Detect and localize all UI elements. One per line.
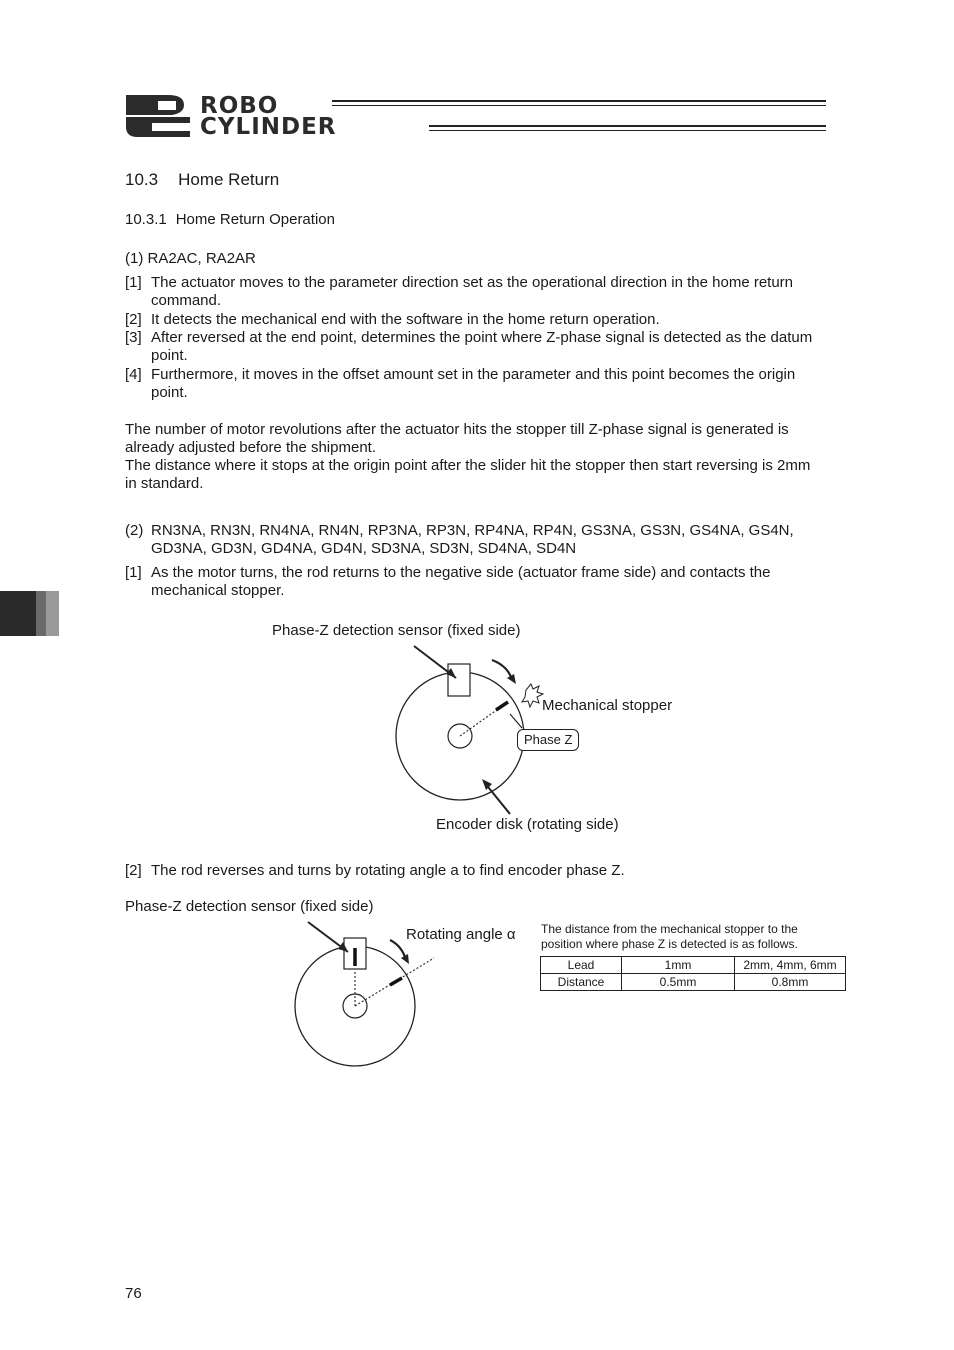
part1-paragraph-2: The distance where it stops at the origin point after the slider hit the stopper then start reversing is 2mm in standard. <box>125 457 811 493</box>
phase-z-tag-label: Phase Z <box>524 732 573 747</box>
logo-text-robo: ROBO <box>200 93 279 119</box>
part1-paragraph-1: The number of motor revolutions after the actuator hits the stopper till Z-phase signal is generated is already adjusted before the shipment. <box>125 421 789 457</box>
step-number: [1] <box>125 274 142 291</box>
section-heading <box>125 170 279 190</box>
figure1-sensor-label: Phase-Z detection sensor (fixed side) <box>272 622 521 639</box>
table-cell: Distance <box>541 974 622 991</box>
logo-text-cylinder: CYLINDER <box>200 114 337 140</box>
table-cell: 1mm <box>622 957 735 974</box>
section-title: Home Return <box>178 170 280 189</box>
header-rule-bottom-1 <box>429 125 826 127</box>
table-header-row <box>541 957 846 974</box>
step-text: Furthermore, it moves in the offset amount set in the parameter and this point becomes the origin point. <box>151 366 796 402</box>
page-number: 76 <box>125 1285 142 1302</box>
figure1-disk-label: Encoder disk (rotating side) <box>436 816 619 833</box>
subsection-number: 10.3.1 <box>125 211 167 228</box>
chapter-tab <box>0 591 59 636</box>
subsection-title: Home Return Operation <box>175 211 335 228</box>
header-rule-bottom-2 <box>429 130 826 131</box>
figure2-sensor-label: Phase-Z detection sensor (fixed side) <box>125 898 374 915</box>
step-text: The rod reverses and turns by rotating angle a to find encoder phase Z. <box>151 862 625 879</box>
step-text: As the motor turns, the rod returns to the negative side (actuator frame side) and contacts the mechanical stopper. <box>151 564 771 600</box>
figure1-encoder-diagram <box>390 640 620 830</box>
step-number: [3] <box>125 329 142 346</box>
step-number: [2] <box>125 311 142 328</box>
table-cell: 0.8mm <box>735 974 846 991</box>
table-cell: 2mm, 4mm, 6mm <box>735 957 846 974</box>
step-text: After reversed at the end point, determines the point where Z-phase signal is detected as the datum point. <box>151 329 813 365</box>
subsection-heading <box>125 211 335 229</box>
figure2-angle-label: Rotating angle α <box>406 926 516 943</box>
part1-heading: (1) RA2AC, RA2AR <box>125 250 256 267</box>
header-rule-top-2 <box>332 105 826 106</box>
step-number: [1] <box>125 564 142 581</box>
phase-z-mark <box>496 702 508 710</box>
table-row <box>541 974 846 991</box>
table-cell: Lead <box>541 957 622 974</box>
figure1-stopper-label: Mechanical stopper <box>542 697 673 714</box>
section-number: 10.3 <box>125 170 159 189</box>
figure1-phase-z-tag <box>517 729 579 751</box>
step-number: [4] <box>125 366 142 383</box>
step-text: It detects the mechanical end with the software in the home return operation. <box>151 311 660 328</box>
rc-logo-icon <box>124 93 194 139</box>
step-text: The actuator moves to the parameter direction set as the operational direction in the home return command. <box>151 274 794 310</box>
part2-number: (2) <box>125 522 144 539</box>
step-number: [2] <box>125 862 142 879</box>
brand-logo <box>124 93 826 139</box>
figure2-note: The distance from the mechanical stopper to the position where phase Z is detected is as follows. <box>541 922 798 951</box>
distance-table <box>540 956 846 991</box>
table-cell: 0.5mm <box>622 974 735 991</box>
header-rule-top-1 <box>332 100 826 102</box>
impact-burst-icon <box>522 684 543 707</box>
stopper-mark <box>390 978 402 985</box>
part2-model-list: RN3NA, RN3N, RN4NA, RN4N, RP3NA, RP3N, RP4NA, RP4N, GS3NA, GS3N, GS4NA, GS4N, GD3NA, GD3N, GD4NA, GD4N, SD3NA, SD3N, SD4NA, SD4N <box>151 522 794 558</box>
